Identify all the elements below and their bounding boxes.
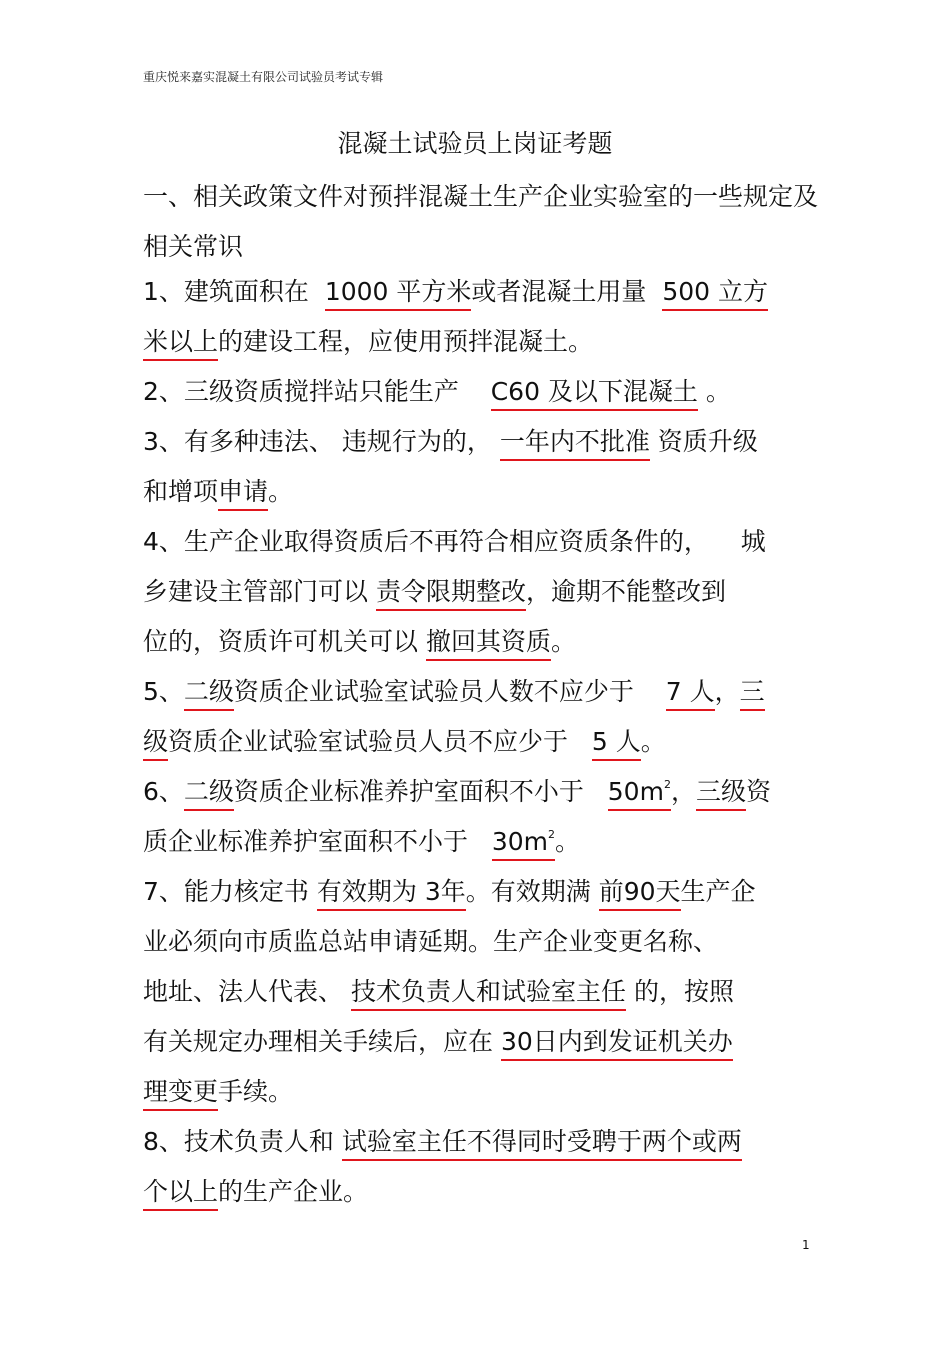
q7-text: 手续。	[218, 1077, 294, 1106]
q3-line-2	[143, 474, 293, 510]
q8-line-2	[143, 1174, 368, 1210]
q5-text: 。	[640, 727, 666, 756]
q7-answer-4: 30日内到发证机关办	[501, 1026, 733, 1061]
q7-text: 7、能力核定书	[143, 877, 309, 906]
q5-answer-3: 三	[740, 676, 765, 711]
q2-text: 2、三级资质搅拌站只能生产	[143, 377, 459, 406]
superscript: 2	[548, 828, 556, 841]
q3-text: 资质升级	[657, 427, 758, 456]
q7-text: 地址、法人代表、	[143, 977, 344, 1006]
q5-text: ，	[714, 677, 740, 706]
q5-answer-4: 5 人	[592, 726, 641, 761]
q7-answer-4-cont: 理变更	[143, 1076, 218, 1111]
q6-line-2	[143, 824, 580, 860]
q5-answer-2: 7 人	[666, 676, 715, 711]
q7-line-2	[143, 924, 718, 960]
q6-answer-1: 二级	[184, 776, 234, 811]
page-title: 混凝土试验员上岗证考题	[337, 129, 613, 158]
q1-line-2	[143, 324, 593, 360]
q6-text: 质企业标准养护室面积不小于	[143, 827, 469, 856]
q4-answer-2: 撤回其资质	[426, 626, 551, 661]
q3-text: 和增项	[143, 477, 219, 506]
q2-line-1	[143, 374, 731, 410]
q3-answer-2: 申请	[218, 476, 268, 511]
q8-answer-cont: 个以上	[143, 1176, 218, 1211]
q5-answer-3-cont: 级	[143, 726, 168, 761]
q4-line-3	[143, 624, 576, 660]
q6-text: 6、	[143, 777, 184, 806]
superscript: 2	[663, 778, 671, 791]
q7-text: 的，按照	[633, 977, 734, 1006]
q6-text: 资	[745, 777, 771, 806]
q1-text: 1、建筑面积在	[143, 277, 309, 306]
q8-text: 8、技术负责人和	[143, 1127, 334, 1156]
q4-text: 位的，资质许可机关可以	[143, 627, 419, 656]
q6-answer-3: 三级	[696, 776, 746, 811]
q4-text: 4、生产企业取得资质后不再符合相应资质条件的，	[143, 527, 709, 556]
q7-answer-1: 有效期为 3年	[317, 876, 466, 911]
q6-text: 资质企业标准养护室面积不小于	[233, 777, 584, 806]
q2-text: 。	[705, 377, 731, 406]
q6-answer-2: $50m^2$	[608, 776, 671, 811]
q7-line-4	[143, 1024, 733, 1060]
q5-line-1	[143, 674, 765, 710]
q4-text: 城	[740, 527, 766, 556]
q8-line-1	[143, 1124, 742, 1160]
q4-answer-1: 责令限期整改	[376, 576, 526, 611]
q1-line-1	[143, 274, 768, 310]
q1-answer-2-cont: 米以上	[143, 326, 218, 361]
section-heading: 一、相关政策文件对预拌混凝土生产企业实验室的一些规定及相关常识	[143, 182, 819, 261]
q7-text: 生产企	[680, 877, 756, 906]
q6-answer-4: $30m^2$	[492, 826, 555, 861]
q1-answer-1: 1000 平方米	[325, 276, 472, 311]
q7-line-5	[143, 1074, 293, 1110]
q7-answer-3: 技术负责人和试验室主任	[351, 976, 626, 1011]
q4-line-1	[143, 524, 766, 560]
q7-text: 业必须向市质监总站申请延期。生产企业变更名称、	[143, 927, 719, 956]
q3-line-1	[143, 424, 758, 460]
q4-line-2	[143, 574, 726, 610]
q1-text: 或者混凝土用量	[471, 277, 647, 306]
q7-text: 。有效期满	[465, 877, 591, 906]
q8-text: 的生产企业。	[218, 1177, 369, 1206]
q1-text: 的建设工程，应使用预拌混凝土。	[218, 327, 594, 356]
q3-text: 3、有多种违法、 违规行为的，	[143, 427, 492, 456]
q5-text: 资质企业试验室试验员人员不应少于	[168, 727, 569, 756]
q2-answer: C60 及以下混凝土	[491, 376, 698, 411]
q4-text: ，逾期不能整改到	[525, 577, 726, 606]
q7-text: 有关规定办理相关手续后，应在	[143, 1027, 494, 1056]
q4-text: 。	[550, 627, 576, 656]
page-number: 1	[802, 1238, 810, 1252]
q7-answer-2: 前90天	[599, 876, 681, 911]
q7-line-1	[143, 874, 756, 910]
q3-answer-1: 一年内不批准	[500, 426, 650, 461]
q5-text: 资质企业试验室试验员人数不应少于	[233, 677, 634, 706]
q5-line-2	[143, 724, 666, 760]
q4-text: 乡建设主管部门可以	[143, 577, 369, 606]
q1-answer-2: 500 立方	[662, 276, 768, 311]
q8-answer: 试验室主任不得同时受聘于两个或两	[342, 1126, 742, 1161]
q5-answer-1: 二级	[184, 676, 234, 711]
q6-line-1	[143, 774, 771, 810]
q7-line-3	[143, 974, 734, 1010]
q6-text: 。	[555, 827, 581, 856]
q3-text: 。	[268, 477, 294, 506]
q5-text: 5、	[143, 677, 184, 706]
q6-text: ，	[670, 777, 696, 806]
running-header: 重庆悦来嘉实混凝土有限公司试验员考试专辑	[143, 70, 384, 84]
